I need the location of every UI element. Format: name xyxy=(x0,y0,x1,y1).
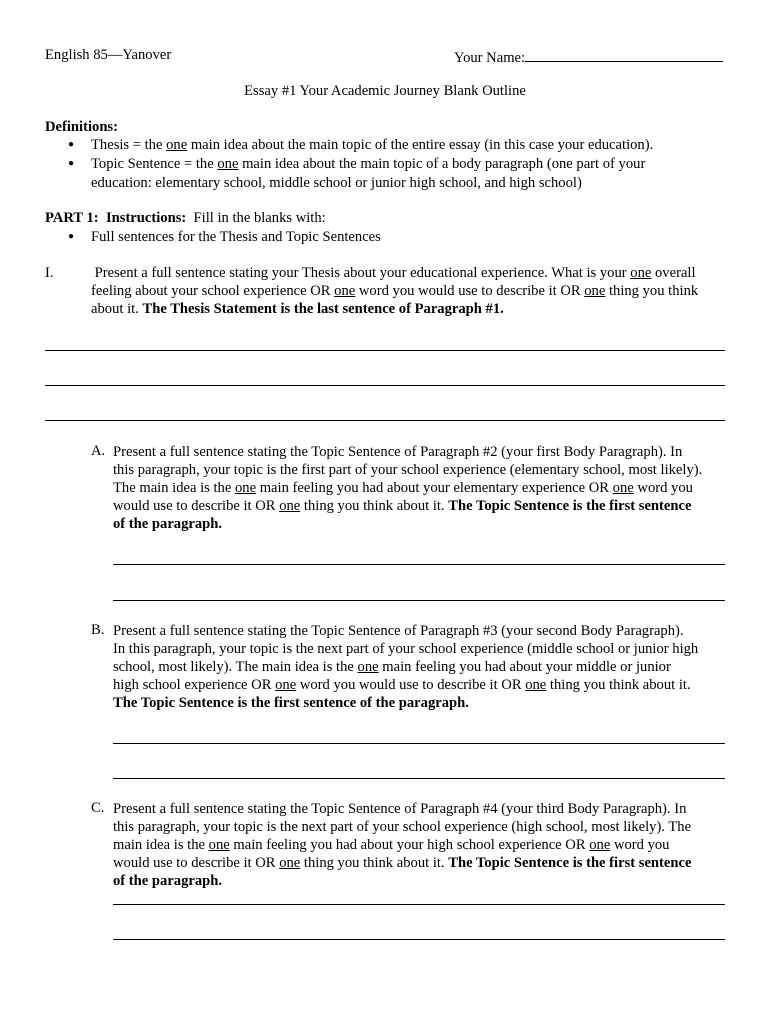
section-I-prompt: Present a full sentence stating your Thesis about your educational experience. What is your one overall feeling about your school experience OR one word you would use to describe it OR one thing you think about it. The Thesis Statement is the last sentence of Paragraph #1. xyxy=(91,265,699,317)
definition-topic-sentence-cont: education: elementary school, middle school or junior high school, and high school) xyxy=(91,175,582,191)
section-I-numeral: I. xyxy=(45,265,54,281)
name-field[interactable] xyxy=(454,47,723,67)
bullet-icon: ● xyxy=(68,158,75,169)
definition-topic-sentence: ● Topic Sentence = the one main idea about the main topic of a body paragraph (one part of your xyxy=(68,156,646,172)
name-blank-line[interactable] xyxy=(525,47,723,62)
topic-sentence-3-answer-line[interactable] xyxy=(113,743,725,744)
section-A-prompt: Present a full sentence stating the Topic Sentence of Paragraph #2 (your first Body Paragraph). In this paragraph, your topic is the first part of your school experience (elementary school, most likely). The main idea is the one main feeling you had about your elementary experience OR one word you would use to describe it OR one thing you think about it. The Topic Sentence is the first sentence of the paragraph. xyxy=(113,444,703,532)
section-C-letter: C. xyxy=(91,800,105,816)
thesis-answer-line[interactable] xyxy=(45,385,725,386)
section-A-letter: A. xyxy=(91,443,106,459)
definition-thesis: ● Thesis = the one main idea about the main topic of the entire essay (in this case your education). xyxy=(68,137,654,153)
section-C-prompt: Present a full sentence stating the Topic Sentence of Paragraph #4 (your third Body Paragraph). In this paragraph, your topic is the next part of your school experience (high school, most likely). The main idea is the one main feeling you had about your high school experience OR one word you would use to describe it OR one thing you think about it. The Topic Sentence is the first sentence of the paragraph. xyxy=(113,801,692,889)
topic-sentence-4-answer-line[interactable] xyxy=(113,939,725,940)
topic-sentence-3-answer-line[interactable] xyxy=(113,778,725,779)
section-B-prompt: Present a full sentence stating the Topic Sentence of Paragraph #3 (your second Body Paragraph). In this paragraph, your topic is the next part of your school experience (middle school or junior high school, most likely). The main idea is the one main feeling you had about your middle or junior high school experience OR one word you would use to describe it OR one thing you think about it. The Topic Sentence is the first sentence of the paragraph. xyxy=(113,623,699,711)
section-B-letter: B. xyxy=(91,622,105,638)
bullet-icon: ● xyxy=(68,139,75,150)
thesis-answer-line[interactable] xyxy=(45,420,725,421)
definitions-heading: Definitions: xyxy=(45,119,118,135)
topic-sentence-4-answer-line[interactable] xyxy=(113,904,725,905)
course-label: English 85—Yanover xyxy=(45,47,172,63)
topic-sentence-2-answer-line[interactable] xyxy=(113,600,725,601)
bullet-icon: ● xyxy=(68,231,75,242)
thesis-answer-line[interactable] xyxy=(45,350,725,351)
topic-sentence-2-answer-line[interactable] xyxy=(113,564,725,565)
document-title: Essay #1 Your Academic Journey Blank Outline xyxy=(244,83,526,99)
name-label: Your Name: xyxy=(454,50,526,66)
part1-bullet: ● Full sentences for the Thesis and Topic Sentences xyxy=(68,229,381,245)
part1-instructions: PART 1: Instructions: Fill in the blanks with: xyxy=(45,210,326,226)
